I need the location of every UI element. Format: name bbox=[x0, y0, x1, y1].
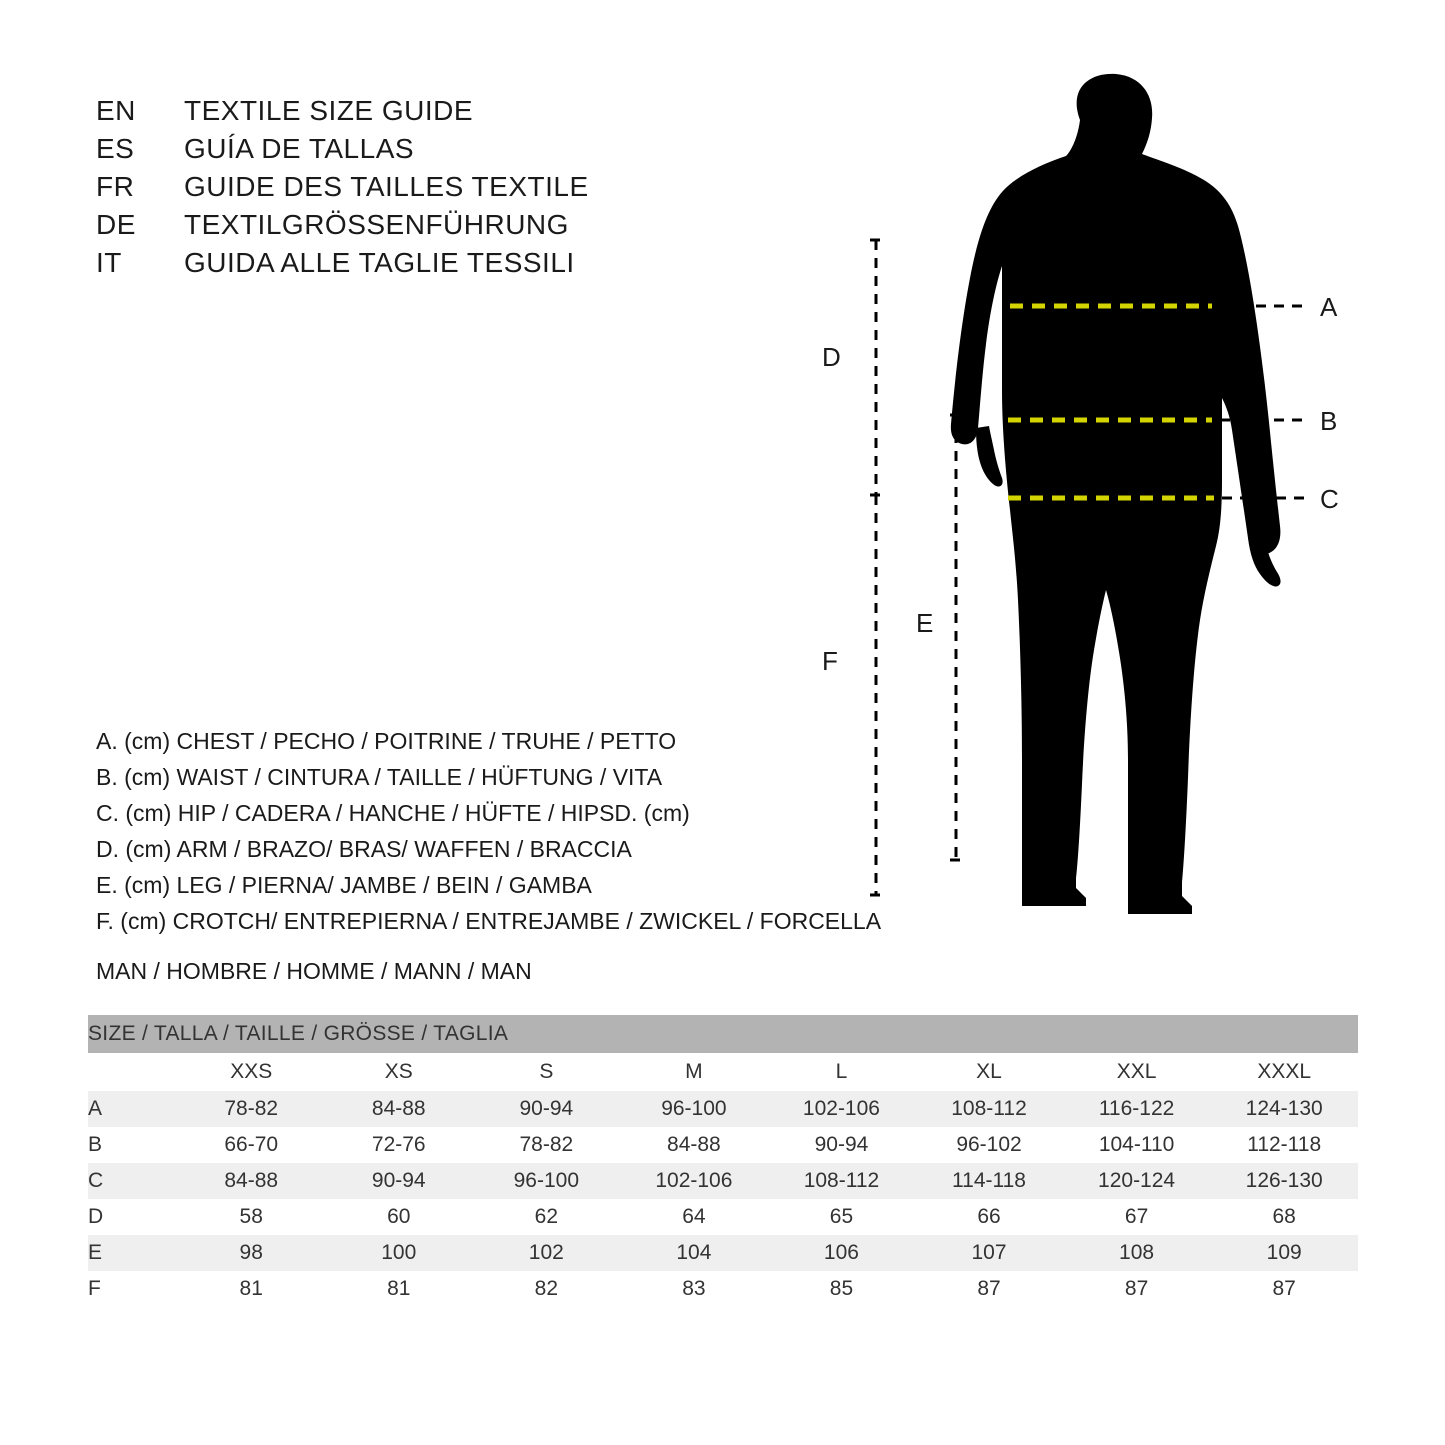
cell-e-xxl: 108 bbox=[1063, 1235, 1211, 1271]
cell-c-xxxl: 126-130 bbox=[1210, 1163, 1358, 1199]
cell-a-xs: 84-88 bbox=[325, 1091, 473, 1127]
cell-d-s: 62 bbox=[473, 1199, 621, 1235]
title-lang-de: DE bbox=[96, 209, 136, 240]
cell-b-m: 84-88 bbox=[620, 1127, 768, 1163]
legend-item-e: E. (cm) LEG / PIERNA/ JAMBE / BEIN / GAMBA bbox=[96, 872, 592, 898]
legend-item-d: D. (cm) ARM / BRAZO/ BRAS/ WAFFEN / BRACCIA bbox=[96, 836, 632, 862]
title-lang-es: ES bbox=[96, 133, 135, 164]
size-table bbox=[88, 1015, 1358, 1307]
table-row bbox=[88, 1235, 1358, 1271]
title-lang-fr: FR bbox=[96, 171, 135, 202]
cell-c-xxs: 84-88 bbox=[177, 1163, 325, 1199]
size-col-s: S bbox=[473, 1053, 621, 1091]
legend-block bbox=[96, 723, 896, 939]
size-col-xxxl: XXXL bbox=[1210, 1053, 1358, 1091]
marker-label-c: C bbox=[1320, 484, 1339, 514]
cell-d-xxl: 67 bbox=[1063, 1199, 1211, 1235]
title-lang-it: IT bbox=[96, 247, 122, 278]
cell-f-xxs: 81 bbox=[177, 1271, 325, 1307]
cell-d-xl: 66 bbox=[915, 1199, 1063, 1235]
row-label-e: E bbox=[88, 1235, 177, 1271]
cell-d-l: 65 bbox=[768, 1199, 916, 1235]
table-row bbox=[88, 1163, 1358, 1199]
title-block bbox=[96, 92, 716, 282]
cell-a-s: 90-94 bbox=[473, 1091, 621, 1127]
cell-a-xl: 108-112 bbox=[915, 1091, 1063, 1127]
marker-label-a: A bbox=[1320, 292, 1338, 322]
title-text-en: TEXTILE SIZE GUIDE bbox=[184, 95, 474, 126]
size-col-xxl: XXL bbox=[1063, 1053, 1211, 1091]
row-label-a: A bbox=[88, 1091, 177, 1127]
cell-e-m: 104 bbox=[620, 1235, 768, 1271]
cell-b-xxs: 66-70 bbox=[177, 1127, 325, 1163]
size-col-xl: XL bbox=[915, 1053, 1063, 1091]
title-text-es: GUÍA DE TALLAS bbox=[184, 133, 415, 164]
cell-f-xl: 87 bbox=[915, 1271, 1063, 1307]
table-row bbox=[88, 1091, 1358, 1127]
title-row-es bbox=[96, 130, 716, 168]
legend-item-c: C. (cm) HIP / CADERA / HANCHE / HÜFTE / HIPSD. (cm) bbox=[96, 800, 690, 826]
cell-a-m: 96-100 bbox=[620, 1091, 768, 1127]
marker-label-d: D bbox=[822, 342, 841, 372]
cell-b-xxl: 104-110 bbox=[1063, 1127, 1211, 1163]
cell-b-xxxl: 112-118 bbox=[1210, 1127, 1358, 1163]
cell-c-xxl: 120-124 bbox=[1063, 1163, 1211, 1199]
table-row bbox=[88, 1199, 1358, 1235]
title-text-de: TEXTILGRÖSSENFÜHRUNG bbox=[184, 209, 569, 240]
legend-item-b: B. (cm) WAIST / CINTURA / TAILLE / HÜFTUNG / VITA bbox=[96, 764, 663, 790]
row-label-c: C bbox=[88, 1163, 177, 1199]
cell-e-s: 102 bbox=[473, 1235, 621, 1271]
cell-e-xxs: 98 bbox=[177, 1235, 325, 1271]
table-row bbox=[88, 1127, 1358, 1163]
table-row bbox=[88, 1271, 1358, 1307]
title-row-it bbox=[96, 244, 716, 282]
marker-label-e: E bbox=[916, 608, 934, 638]
cell-f-m: 83 bbox=[620, 1271, 768, 1307]
size-col-xs: XS bbox=[325, 1053, 473, 1091]
cell-a-xxs: 78-82 bbox=[177, 1091, 325, 1127]
title-text-fr: GUIDE DES TAILLES TEXTILE bbox=[184, 171, 589, 202]
cell-e-xxxl: 109 bbox=[1210, 1235, 1358, 1271]
table-header-row bbox=[88, 1015, 1358, 1053]
cell-d-xxs: 58 bbox=[177, 1199, 325, 1235]
title-row-en bbox=[96, 92, 716, 130]
marker-label-f: F bbox=[822, 646, 838, 676]
title-text-it: GUIDA ALLE TAGLIE TESSILI bbox=[184, 247, 575, 278]
cell-b-xs: 72-76 bbox=[325, 1127, 473, 1163]
cell-f-xxxl: 87 bbox=[1210, 1271, 1358, 1307]
table-header-title: SIZE / TALLA / TAILLE / GRÖSSE / TAGLIA bbox=[88, 1015, 1358, 1053]
cell-d-xs: 60 bbox=[325, 1199, 473, 1235]
cell-f-xs: 81 bbox=[325, 1271, 473, 1307]
cell-c-m: 102-106 bbox=[620, 1163, 768, 1199]
marker-label-b: B bbox=[1320, 406, 1338, 436]
cell-a-xxxl: 124-130 bbox=[1210, 1091, 1358, 1127]
size-col-xxs: XXS bbox=[177, 1053, 325, 1091]
cell-f-s: 82 bbox=[473, 1271, 621, 1307]
cell-a-xxl: 116-122 bbox=[1063, 1091, 1211, 1127]
legend-item-a: A. (cm) CHEST / PECHO / POITRINE / TRUHE / PETTO bbox=[96, 728, 677, 754]
bracket-e bbox=[950, 415, 962, 860]
cell-b-s: 78-82 bbox=[473, 1127, 621, 1163]
title-row-fr bbox=[96, 168, 716, 206]
cell-e-xs: 100 bbox=[325, 1235, 473, 1271]
cell-b-xl: 96-102 bbox=[915, 1127, 1063, 1163]
row-label-b: B bbox=[88, 1127, 177, 1163]
sizes-row-corner bbox=[88, 1053, 177, 1091]
cell-d-xxxl: 68 bbox=[1210, 1199, 1358, 1235]
title-lang-en: EN bbox=[96, 95, 136, 126]
legend-item-f: F. (cm) CROTCH/ ENTREPIERNA / ENTREJAMBE / ZWICKEL / FORCELLA bbox=[96, 908, 882, 934]
cell-a-l: 102-106 bbox=[768, 1091, 916, 1127]
bracket-d bbox=[870, 240, 882, 495]
table-sizes-row bbox=[88, 1053, 1358, 1091]
title-row-de bbox=[96, 206, 716, 244]
cell-c-l: 108-112 bbox=[768, 1163, 916, 1199]
cell-c-xl: 114-118 bbox=[915, 1163, 1063, 1199]
cell-d-m: 64 bbox=[620, 1199, 768, 1235]
cell-c-s: 96-100 bbox=[473, 1163, 621, 1199]
cell-f-l: 85 bbox=[768, 1271, 916, 1307]
size-col-m: M bbox=[620, 1053, 768, 1091]
cell-e-l: 106 bbox=[768, 1235, 916, 1271]
man-silhouette bbox=[951, 74, 1281, 914]
cell-b-l: 90-94 bbox=[768, 1127, 916, 1163]
gender-label: MAN / HOMBRE / HOMME / MANN / MAN bbox=[96, 958, 532, 984]
cell-c-xs: 90-94 bbox=[325, 1163, 473, 1199]
cell-f-xxl: 87 bbox=[1063, 1271, 1211, 1307]
row-label-f: F bbox=[88, 1271, 177, 1307]
row-label-d: D bbox=[88, 1199, 177, 1235]
cell-e-xl: 107 bbox=[915, 1235, 1063, 1271]
size-col-l: L bbox=[768, 1053, 916, 1091]
